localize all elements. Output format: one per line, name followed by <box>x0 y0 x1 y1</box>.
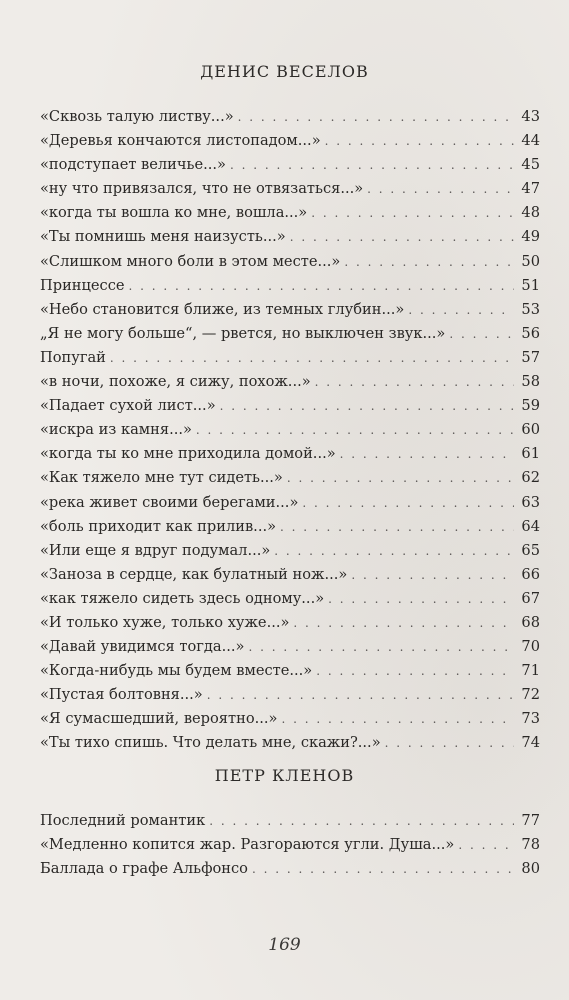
toc-entry <box>40 445 540 469</box>
dot-leader <box>344 255 514 269</box>
toc-entry <box>40 228 540 252</box>
dot-leader <box>207 688 514 702</box>
toc-entry-page: 56 <box>521 324 540 342</box>
toc-entry-page: 45 <box>521 156 540 174</box>
section-heading-petr-klenov: ПЕТР КЛЕНОВ <box>214 766 355 785</box>
dot-leader <box>340 447 514 461</box>
toc-entry-title: Последний романтик <box>40 812 206 829</box>
toc-entry <box>40 156 540 180</box>
toc-entry-title: «Заноза в сердце, как булатный нож...» <box>40 565 348 583</box>
toc-entry-title: «Небо становится ближе, из темных глубин...» <box>40 300 405 318</box>
toc-entry <box>40 421 540 445</box>
toc-entry-page: 62 <box>521 469 540 487</box>
toc-entry-title: «Пустая болтовня...» <box>40 686 203 704</box>
dot-leader <box>110 351 514 365</box>
toc-entry <box>40 132 540 156</box>
dot-leader <box>252 862 514 876</box>
toc-entry-title: «Когда-нибудь мы будем вместе...» <box>40 662 313 680</box>
toc-entry <box>40 662 540 686</box>
toc-entry-page: 68 <box>521 613 540 631</box>
toc-entry-title: Попугай <box>40 348 106 366</box>
dot-leader <box>287 471 514 485</box>
toc-entry-page: 49 <box>521 228 540 246</box>
toc-list-denis-veselov <box>40 108 540 759</box>
toc-entry <box>40 373 540 397</box>
toc-list-petr-klenov <box>40 812 540 884</box>
dot-leader <box>280 520 514 534</box>
toc-entry-title: «как тяжело сидеть здесь одному...» <box>40 589 325 607</box>
dot-leader <box>458 838 514 852</box>
toc-entry-page: 78 <box>521 836 540 854</box>
dot-leader <box>316 664 514 678</box>
dot-leader <box>196 423 514 437</box>
toc-entry <box>40 614 540 638</box>
toc-entry-title: «Или еще я вдруг подумал...» <box>40 541 271 559</box>
toc-entry-title: «ну что привязался, что не отвязаться...» <box>40 180 364 198</box>
toc-entry-title: Принцессе <box>40 276 125 294</box>
dot-leader <box>351 568 514 582</box>
toc-entry-page: 60 <box>521 421 540 439</box>
toc-entry <box>40 397 540 421</box>
toc-entry-page: 72 <box>521 686 540 704</box>
toc-entry-page: 73 <box>521 710 540 728</box>
dot-leader <box>367 182 514 196</box>
toc-entry-title: «Слишком много боли в этом месте...» <box>40 252 341 270</box>
toc-entry-title: «Сквозь талую листву...» <box>40 108 234 125</box>
page-number: 169 <box>268 935 301 955</box>
dot-leader <box>408 303 514 317</box>
dot-leader <box>293 616 514 630</box>
toc-entry-page: 66 <box>521 565 540 583</box>
toc-entry <box>40 494 540 518</box>
toc-entry-title: «подступает величье...» <box>40 156 226 174</box>
dot-leader <box>274 544 514 558</box>
toc-entry <box>40 253 540 277</box>
toc-entry <box>40 518 540 542</box>
dot-leader <box>220 399 514 413</box>
toc-entry-page: 47 <box>521 180 540 198</box>
toc-entry <box>40 860 540 884</box>
toc-entry-page: 70 <box>521 638 540 656</box>
toc-entry-page: 53 <box>521 300 540 318</box>
toc-entry-page: 61 <box>521 445 540 463</box>
toc-entry <box>40 469 540 493</box>
toc-entry-title: «искра из камня...» <box>40 421 192 439</box>
dot-leader <box>325 134 514 148</box>
toc-entry-title: «боль приходит как прилив...» <box>40 517 277 535</box>
toc-entry <box>40 566 540 590</box>
toc-entry <box>40 734 540 758</box>
toc-entry-page: 44 <box>521 132 540 150</box>
dot-leader <box>311 206 514 220</box>
toc-entry-title: «река живет своими берегами...» <box>40 493 299 511</box>
toc-entry <box>40 590 540 614</box>
dot-leader <box>328 592 514 606</box>
toc-entry <box>40 301 540 325</box>
dot-leader <box>281 712 514 726</box>
dot-leader <box>209 814 514 828</box>
toc-entry <box>40 812 540 836</box>
toc-entry-page: 43 <box>521 108 540 125</box>
toc-entry-page: 74 <box>521 734 540 752</box>
toc-entry-page: 80 <box>521 860 540 878</box>
dot-leader <box>290 230 514 244</box>
toc-entry-page: 48 <box>521 204 540 222</box>
dot-leader <box>315 375 514 389</box>
toc-entry-page: 77 <box>521 812 540 829</box>
dot-leader <box>302 496 514 510</box>
toc-entry <box>40 108 540 132</box>
toc-entry-page: 50 <box>521 252 540 270</box>
dot-leader <box>238 110 514 124</box>
dot-leader <box>449 327 514 341</box>
dot-leader <box>230 158 514 172</box>
toc-entry <box>40 349 540 373</box>
dot-leader <box>248 640 514 654</box>
toc-entry <box>40 836 540 860</box>
toc-entry-title: «Деревья кончаются листопадом...» <box>40 132 321 150</box>
toc-entry-title: «Ты тихо спишь. Что делать мне, скажи?...» <box>40 734 381 752</box>
toc-entry-title: «в ночи, похоже, я сижу, похож...» <box>40 373 311 391</box>
toc-entry <box>40 204 540 228</box>
toc-entry-page: 51 <box>521 276 540 294</box>
toc-entry <box>40 542 540 566</box>
toc-entry-page: 58 <box>521 373 540 391</box>
toc-entry <box>40 710 540 734</box>
toc-entry-title: „Я не могу больше“, — рвется, но выключен звук...» <box>40 324 446 342</box>
toc-entry-page: 71 <box>521 662 540 680</box>
toc-entry-title: «Я сумасшедший, вероятно...» <box>40 710 278 728</box>
toc-entry-title: «когда ты ко мне приходила домой...» <box>40 445 336 463</box>
toc-entry-title: «Ты помнишь меня наизусть...» <box>40 228 286 246</box>
toc-entry-title: «Как тяжело мне тут сидеть...» <box>40 469 283 487</box>
toc-entry-title: «Падает сухой лист...» <box>40 397 216 415</box>
toc-entry-page: 63 <box>521 493 540 511</box>
toc-entry-title: «Медленно копится жар. Разгораются угли. Душа...» <box>40 836 455 854</box>
toc-entry <box>40 277 540 301</box>
dot-leader <box>129 279 514 293</box>
toc-entry <box>40 638 540 662</box>
toc-entry-page: 67 <box>521 589 540 607</box>
toc-entry <box>40 686 540 710</box>
toc-entry <box>40 325 540 349</box>
section-heading-denis-veselov: ДЕНИС ВЕСЕЛОВ <box>200 62 369 81</box>
toc-entry-page: 64 <box>521 517 540 535</box>
toc-entry-page: 65 <box>521 541 540 559</box>
dot-leader <box>385 736 514 750</box>
toc-entry-page: 59 <box>521 397 540 415</box>
toc-entry-title: «Давай увидимся тогда...» <box>40 638 245 656</box>
toc-entry-title: Баллада о графе Альфонсо <box>40 860 248 878</box>
toc-entry-page: 57 <box>521 348 540 366</box>
toc-entry-title: «И только хуже, только хуже...» <box>40 613 290 631</box>
toc-entry <box>40 180 540 204</box>
toc-entry-title: «когда ты вошла ко мне, вошла...» <box>40 204 308 222</box>
